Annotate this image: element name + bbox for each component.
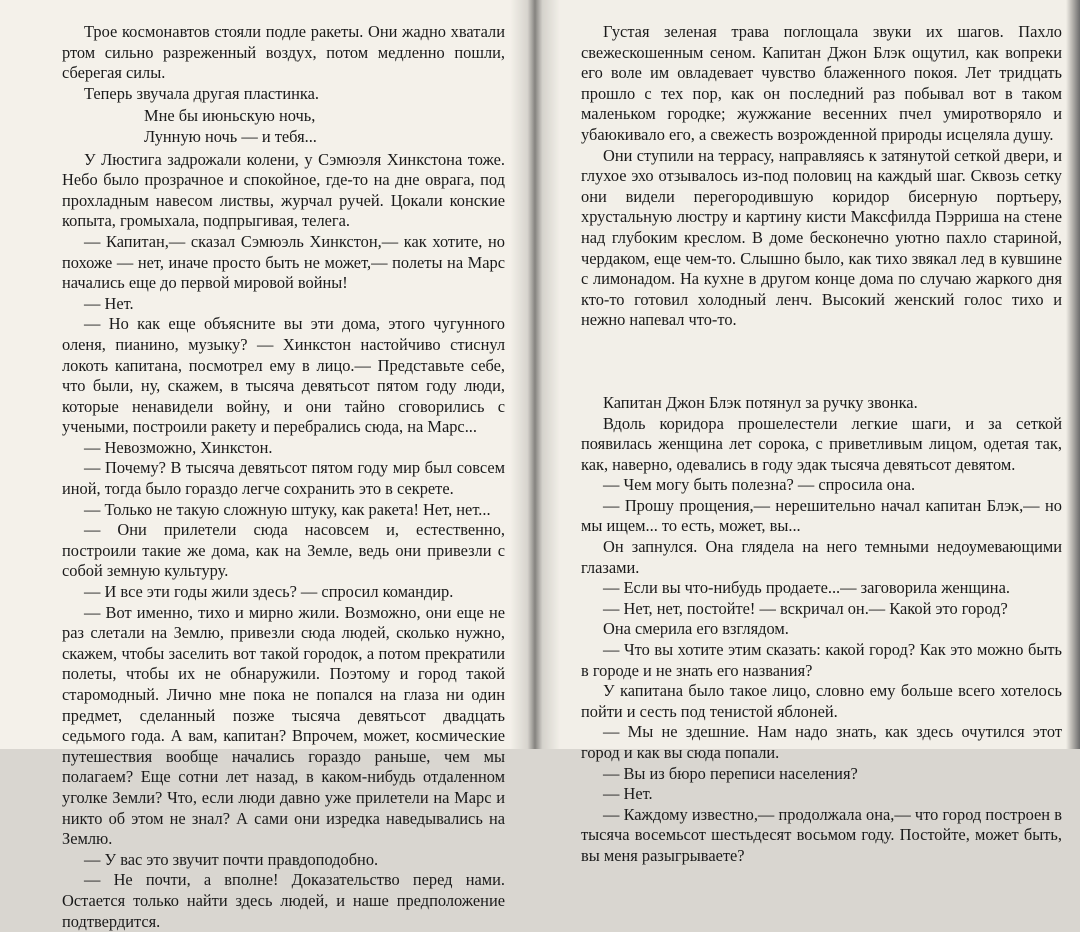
paragraph: — Нет. [603, 784, 653, 804]
paragraph: Густая зеленая трава поглощала звуки их шагов. Пахло свежескошенным сеном. Капитан Джон Блэк ощутил, как вопреки его воле им овладевает чувство блаженного покоя. Лет тридцать прошло с тех пор, как он последний раз побывал вот в таком маленьком городке; жужжание весенних пчел умиротворяло и убаюкивало его, а свежесть возрожденной природы исцеляла душу. [581, 22, 1062, 144]
paragraph: Она смерила его взглядом. [603, 619, 789, 639]
paragraph: Они ступили на террасу, направляясь к затянутой сеткой двери, и глухое эхо отзывалось из-под половиц на каждый шаг. Сквозь сетку они видели перегородившую коридор бисерную портьеру, хрустальную люстру и картину кисти Максфилда Пэрриша на стене над глубоким креслом. В доме бесконечно уютно пахло стариной, чердаком, еще чем-то. Слышно было, как тихо звякал лед в кувшине с лимонадом. На кухне в другом конце дома по случаю жаркого дня кто-то готовил холодный ленч. Высокий женский голос тихо и нежно напевал что-то. [581, 145, 1062, 330]
paragraph: — У вас это звучит почти правдоподобно. [84, 849, 379, 869]
paragraph: Теперь звучала другая пластинка. [84, 83, 319, 103]
paragraph: — И все эти годы жили здесь? — спросил командир. [84, 582, 454, 602]
paragraph: — Если вы что-нибудь продаете...— заговорила женщина. [603, 578, 1010, 598]
paragraph: Трое космонавтов стояли подле ракеты. Они жадно хватали ртом сильно разреженный воздух, потом медленно пошли, сберегая силы. [62, 22, 505, 83]
paragraph: У капитана было такое лицо, словно ему больше всего хотелось пойти и сесть под тенистой яблоней. [581, 681, 1062, 721]
paragraph: — Чем могу быть полезна? — спросила она. [603, 475, 916, 495]
left-page [0, 0, 533, 931]
paragraph: У Люстига задрожали колени, у Сэмюэля Хинкстона тоже. Небо было прозрачное и спокойное, где-то на дне оврага, под прохладным навесом листвы, журчал ручей. Цокали конские копыта, громыхала, подпрыгивая, телега. [62, 149, 505, 231]
section-break [581, 331, 1062, 393]
paragraph: — Прошу прощения,— нерешительно начал капитан Блэк,— но мы ищем... то есть, может, вы... [581, 495, 1062, 536]
paragraph: — Нет, нет, постойте! — вскричал он.— Какой это город? [603, 598, 1008, 618]
paragraph: — Невозможно, Хинкстон. [84, 437, 273, 457]
paragraph: — Но как еще объясните вы эти дома, этого чугунного оленя, пианино, музыку? — Хинкстон настойчиво стиснул локоть капитана, посмотрел ему в лицо.— Представьте себе, что были, ну, скажем, в тысяча девятьсот пятом году люди, которые ненавидели войну, и они тайно сговорились с учеными, построили ракету и перебрались сюда, на Марс... [62, 314, 505, 437]
paragraph: — Только не такую сложную штуку, как ракета! Нет, нет... [84, 499, 491, 519]
paragraph: — Мы не здешние. Нам надо знать, как здесь очутился этот город и как вы сюда попали. [581, 722, 1062, 762]
paragraph: — Они прилетели сюда насовсем и, естественно, построили такие же дома, как на Земле, ведь они привезли с собой земную культуру. [62, 520, 505, 581]
paragraph: Вдоль коридора прошелестели легкие шаги, и за сеткой появилась женщина лет сорока, с приветливым лицом, одетая так, как, наверно, одевались в году эдак тысяча девятьсот девятом. [581, 413, 1062, 474]
paragraph: — Почему? В тысяча девятьсот пятом году мир был совсем иной, тогда было гораздо легче сохранить это в секрете. [62, 458, 505, 499]
poem [144, 106, 505, 147]
paragraph: — Нет. [84, 293, 134, 313]
paragraph: Капитан Джон Блэк потянул за ручку звонка. [603, 392, 918, 412]
paragraph: — Капитан,— сказал Сэмюэль Хинкстон,— как хотите, но похоже — нет, иначе просто быть не может,— полеты на Марс начались еще до первой мировой войны! [62, 231, 505, 293]
paragraph: — Что вы хотите этим сказать: какой город? Как это можно быть в городе и не знать его названия? [581, 640, 1062, 680]
poem-line: Лунную ночь — и тебя... [144, 126, 317, 146]
paragraph: Он запнулся. Она глядела на него темными недоумевающими глазами. [581, 537, 1062, 577]
poem-line: Мне бы июньскую ночь, [144, 106, 316, 126]
right-page [533, 0, 1080, 865]
paragraph: — Вы из бюро переписи населения? [603, 763, 858, 783]
paragraph: — Не почти, а вполне! Доказательство перед нами. Остается только найти здесь людей, и наше предположение подтвердится. [62, 870, 505, 931]
paragraph: — Вот именно, тихо и мирно жили. Возможно, они еще не раз слетали на Землю, привезли сюда людей, сколько нужно, скажем, чтобы заселить вот такой городок, а потом прекратили полеты, чтобы их не обнаружили. Поэтому и город такой старомодный. Лично мне пока не попался на глаза ни один предмет, сделанный позже тысяча девятьсот двадцать седьмого года. А вам, капитан? Впрочем, может, космические путешествия вообще начались гораздо раньше, чем мы полагаем? Еще сотни лет назад, в каком-нибудь отдаленном уголке Земли? Что, если люди давно уже прилетели на Марс и никто об этом не знал? А сами они изредка наведывались на Землю. [62, 602, 505, 849]
paragraph: — Каждому известно,— продолжала она,— что город построен в тысяча восемьсот шестьдесят восьмом году. Постойте, может быть, вы меня разыгрываете? [581, 804, 1062, 865]
